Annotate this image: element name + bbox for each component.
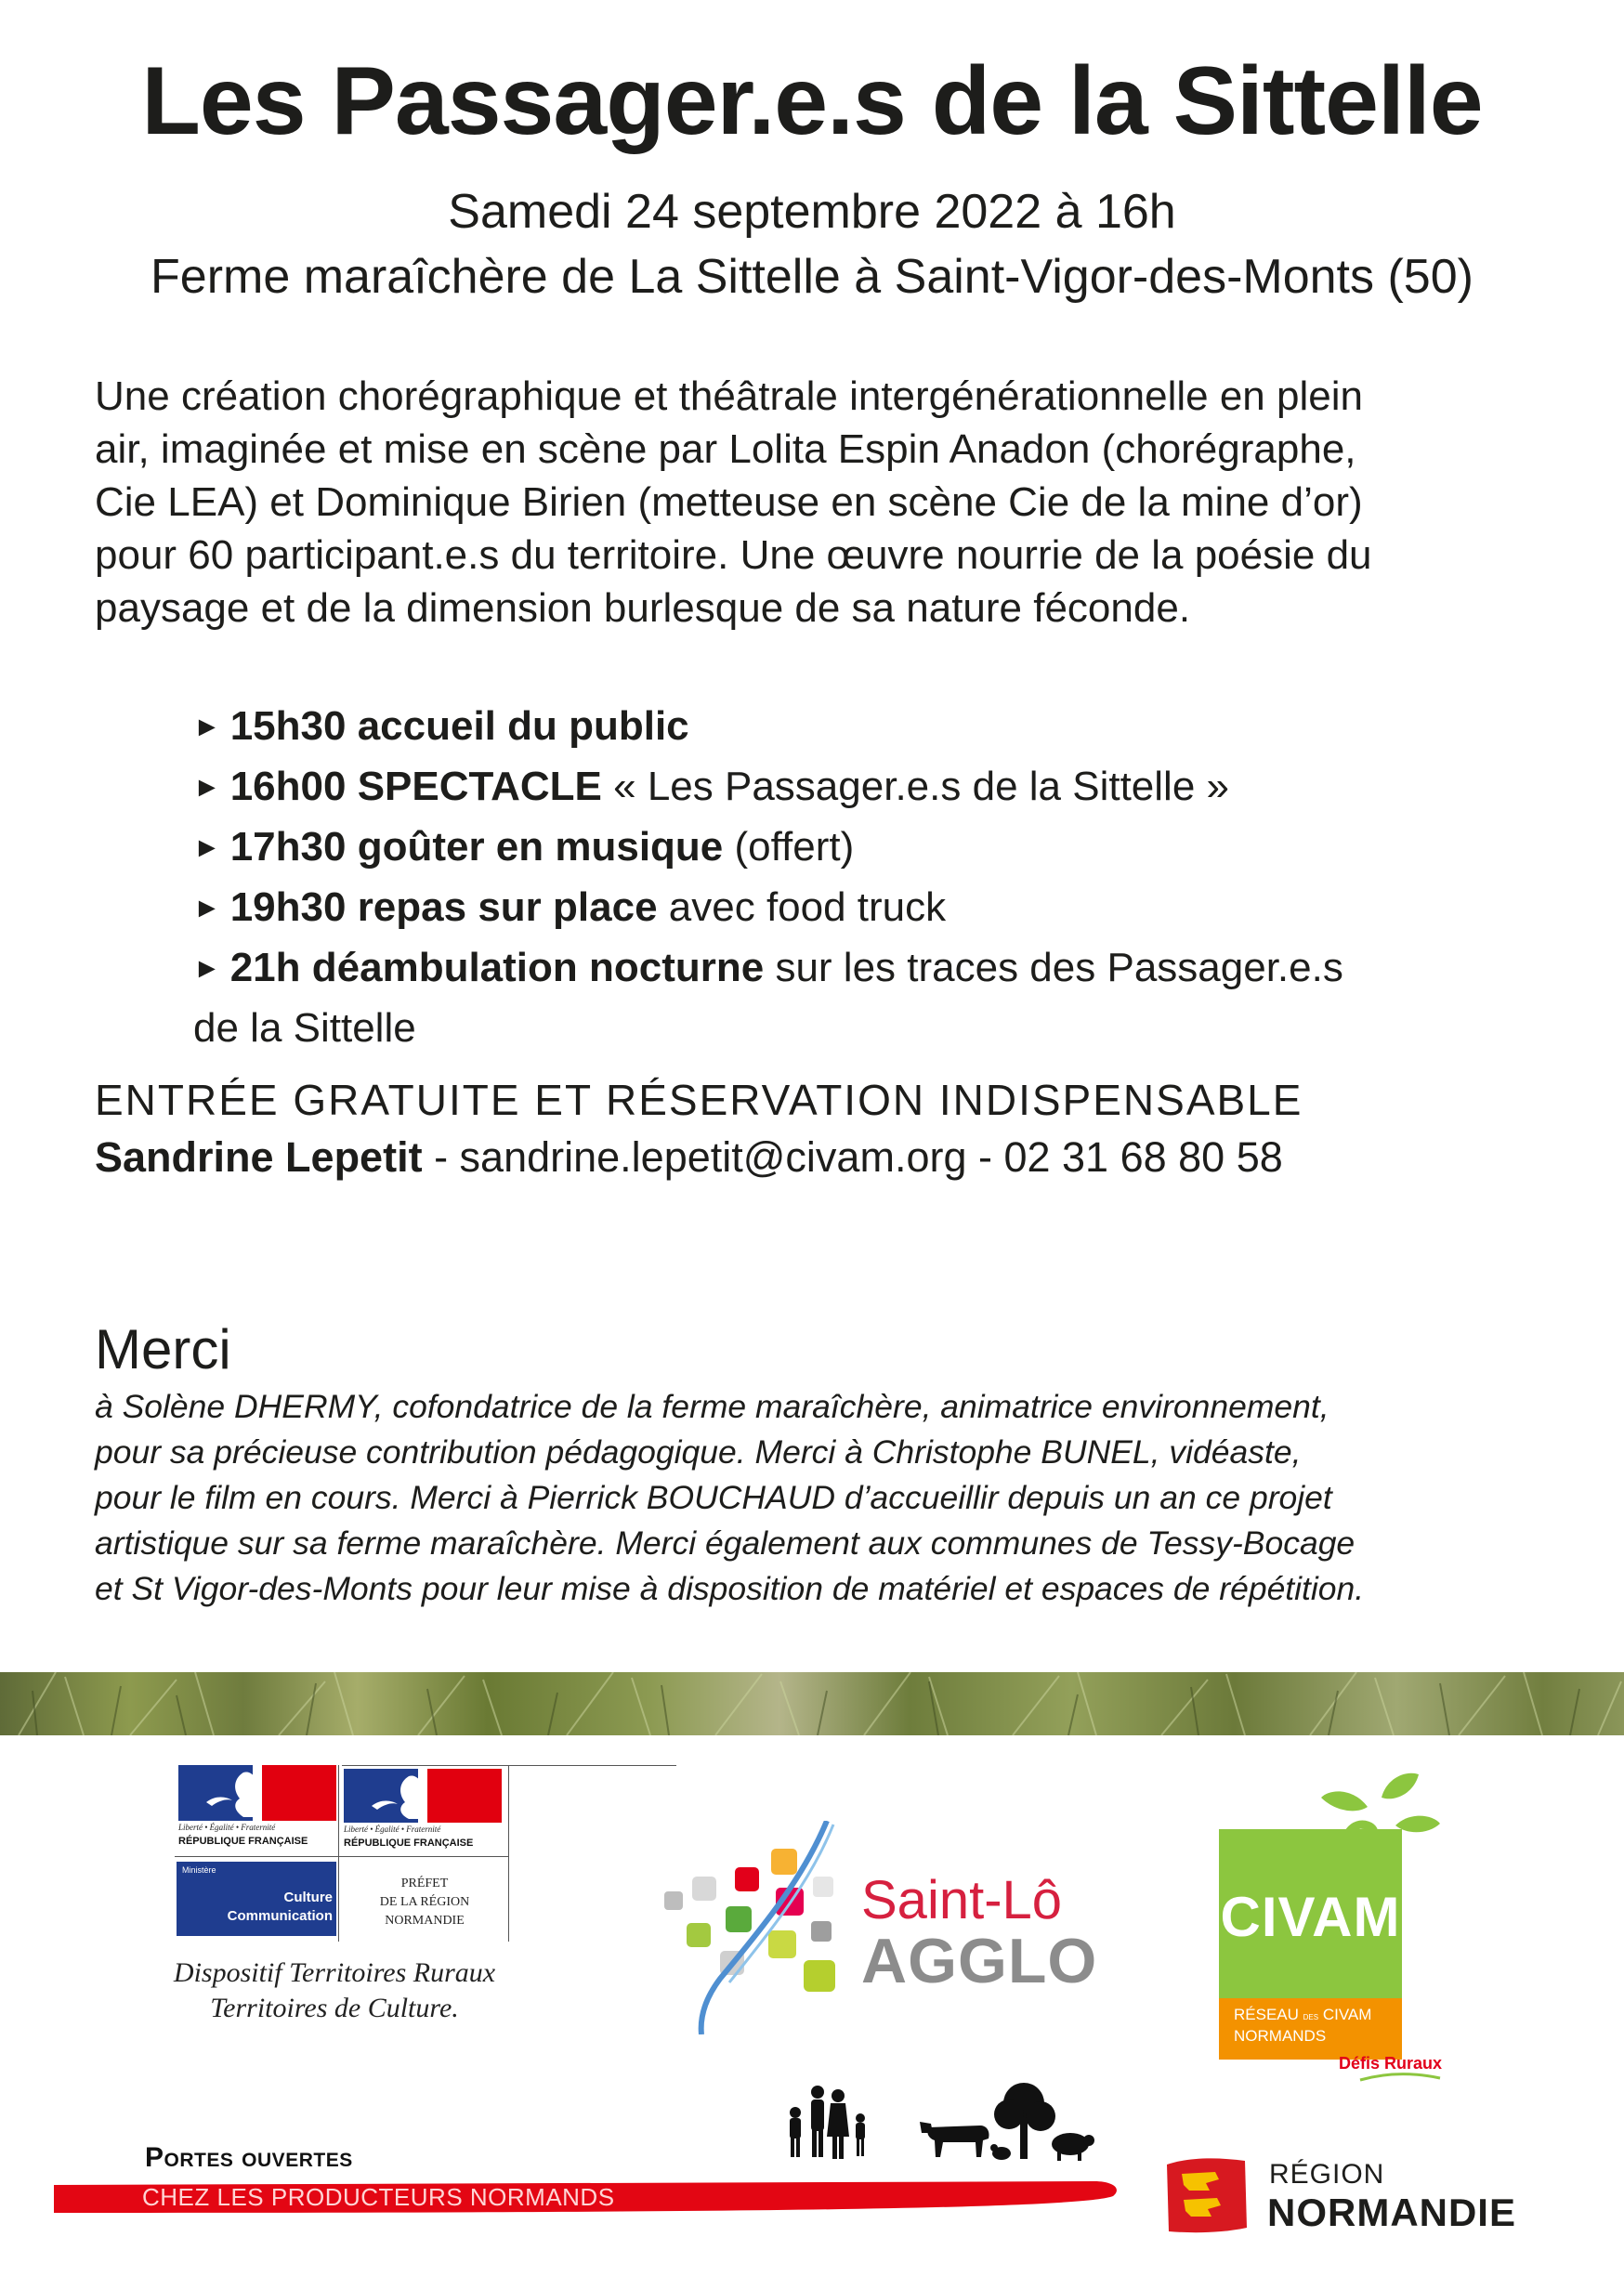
logo-divider-vertical <box>338 1765 339 1942</box>
thanks-paragraph <box>95 1384 1535 1612</box>
prefet-line: NORMANDIE <box>385 1914 465 1928</box>
program-item <box>193 940 1550 1056</box>
civam-normands: NORMANDS <box>1234 2027 1327 2045</box>
bullet-arrow-icon: ► <box>193 893 221 923</box>
rf-motto: Liberté • Égalité • Fraternité <box>344 1825 441 1834</box>
program-list <box>193 699 1550 1056</box>
rf-logo-prefet <box>342 1769 504 1856</box>
program-item-detail: « Les Passager.e.s de la Sittelle » <box>601 764 1229 809</box>
intro-line: pour 60 participant.e.s du territoire. Une œuvre nourrie de la poésie du <box>95 532 1372 578</box>
thanks-title: Merci <box>95 1318 231 1380</box>
defis-underline-icon <box>1358 2071 1442 2084</box>
dispositif-caption <box>111 1956 557 2026</box>
normandie-label: NORMANDIE <box>1267 2191 1516 2234</box>
contact-name: Sandrine Lepetit <box>95 1133 423 1181</box>
intro-line: Cie LEA) et Dominique Birien (metteuse en scène Cie de la mine d’or) <box>95 479 1363 525</box>
region-label: RÉGION <box>1269 2159 1385 2190</box>
culture-label: Culture <box>283 1890 333 1905</box>
ministere-label: Ministère <box>182 1865 216 1875</box>
republique-francaise-logo-block <box>175 1765 509 1942</box>
rf-motto: Liberté • Égalité • Fraternité <box>178 1823 276 1832</box>
prefet-region-label <box>342 1875 507 1930</box>
civam-logo <box>1219 1770 1460 2086</box>
thanks-line: pour sa précieuse contribution pédagogique. Merci à Christophe BUNEL, vidéaste, <box>95 1433 1302 1471</box>
contact-details: - sandrine.lepetit@civam.org - 02 31 68 80 58 <box>422 1133 1283 1181</box>
thanks-line: artistique sur sa ferme maraîchère. Merci également aux communes de Tessy-Bocage <box>95 1524 1356 1562</box>
program-item-detail: sur les traces des Passager.e.s <box>764 945 1343 990</box>
rf-name: RÉPUBLIQUE FRANÇAISE <box>178 1836 308 1847</box>
thanks-line: et St Vigor-des-Monts pour leur mise à disposition de matériel et espaces de répétition. <box>95 1570 1365 1607</box>
region-normandie-logo <box>1161 2153 1561 2237</box>
logo-divider-horizontal <box>175 1856 509 1857</box>
civam-civam: CIVAM <box>1322 2006 1372 2023</box>
thanks-line: à Solène DHERMY, cofondatrice de la ferme maraîchère, animatrice environnement, <box>95 1388 1329 1425</box>
thanks-line: pour le film en cours. Merci à Pierrick BOUCHAUD d’accueillir depuis un an ce projet <box>95 1479 1332 1516</box>
page-title: Les Passager.e.s de la Sittelle <box>141 47 1483 155</box>
bullet-arrow-icon: ► <box>193 953 221 984</box>
dispositif-line: Dispositif Territoires Ruraux <box>173 1957 496 1988</box>
saint-lo-label: Saint-Lô <box>861 1870 1063 1930</box>
intro-line: paysage et de la dimension burlesque de sa nature féconde. <box>95 585 1191 631</box>
civam-label: CIVAM <box>1220 1886 1401 1948</box>
program-item-time: 15h30 accueil du public <box>229 703 689 749</box>
saint-lo-agglo-logo <box>664 1821 1098 2034</box>
rf-name: RÉPUBLIQUE FRANÇAISE <box>344 1838 474 1849</box>
program-item <box>193 699 1550 759</box>
bullet-arrow-icon: ► <box>193 712 221 742</box>
ministere-culture-logo <box>177 1862 336 1936</box>
marianne-flag-icon <box>178 1765 336 1821</box>
event-date: Samedi 24 septembre 2022 à 16h <box>448 185 1176 239</box>
civam-green-box <box>1219 1829 1402 2024</box>
program-item-time: 19h30 repas sur place <box>229 884 658 930</box>
vegetation-photo-band <box>0 1672 1624 1735</box>
bullet-arrow-icon: ► <box>193 832 221 863</box>
logo-divider-right <box>508 1765 509 1942</box>
program-item <box>193 880 1550 940</box>
rf-logo-ministere <box>178 1765 336 1858</box>
intro-line: Une création chorégraphique et théâtrale intergénérationnelle en plein <box>95 373 1363 419</box>
program-item-time: 21h déambulation nocturne <box>229 945 765 990</box>
normandie-lions-flag-icon <box>1161 2153 1251 2235</box>
civam-network-label <box>1234 2006 1371 2046</box>
saint-lo-squares-icon <box>664 1821 850 2034</box>
bullet-arrow-icon: ► <box>193 772 221 803</box>
defis-ruraux-label: Défis Ruraux <box>1338 2054 1442 2073</box>
booking-contact <box>95 1133 1283 1182</box>
communication-label: Communication <box>227 1908 333 1924</box>
logo-divider-top <box>342 1765 676 1766</box>
program-item-continuation: de la Sittelle <box>193 1005 416 1051</box>
portes-ouvertes-label: Portes ouvertes <box>145 2142 353 2173</box>
program-item-detail: (offert) <box>723 824 855 870</box>
agglo-label: AGGLO <box>861 1926 1098 1996</box>
marianne-flag-icon <box>344 1769 502 1823</box>
civam-des: DES <box>1303 2013 1319 2021</box>
program-item <box>193 759 1550 819</box>
program-item-time: 17h30 goûter en musique <box>229 824 724 870</box>
prefet-line: PRÉFET <box>400 1877 449 1890</box>
program-item-detail: avec food truck <box>657 884 947 930</box>
intro-paragraph <box>95 370 1544 634</box>
program-item-time: 16h00 SPECTACLE <box>229 764 602 809</box>
family-farm-animals-icon <box>780 2081 1096 2183</box>
program-item <box>193 819 1550 880</box>
civam-orange-box <box>1219 1998 1402 2060</box>
intro-line: air, imaginée et mise en scène par Lolita Espin Anadon (chorégraphe, <box>95 426 1356 472</box>
civam-reseau: RÉSEAU <box>1234 2006 1299 2023</box>
dispositif-line: Territoires de Culture. <box>210 1993 459 2023</box>
booking-headline: ENTRÉE GRATUITE ET RÉSERVATION INDISPENSABLE <box>95 1076 1303 1124</box>
event-location: Ferme maraîchère de La Sittelle à Saint-Vigor-des-Monts (50) <box>151 250 1473 304</box>
producteurs-label: CHEZ LES PRODUCTEURS NORMANDS <box>142 2183 615 2211</box>
prefet-line: DE LA RÉGION <box>379 1895 470 1909</box>
